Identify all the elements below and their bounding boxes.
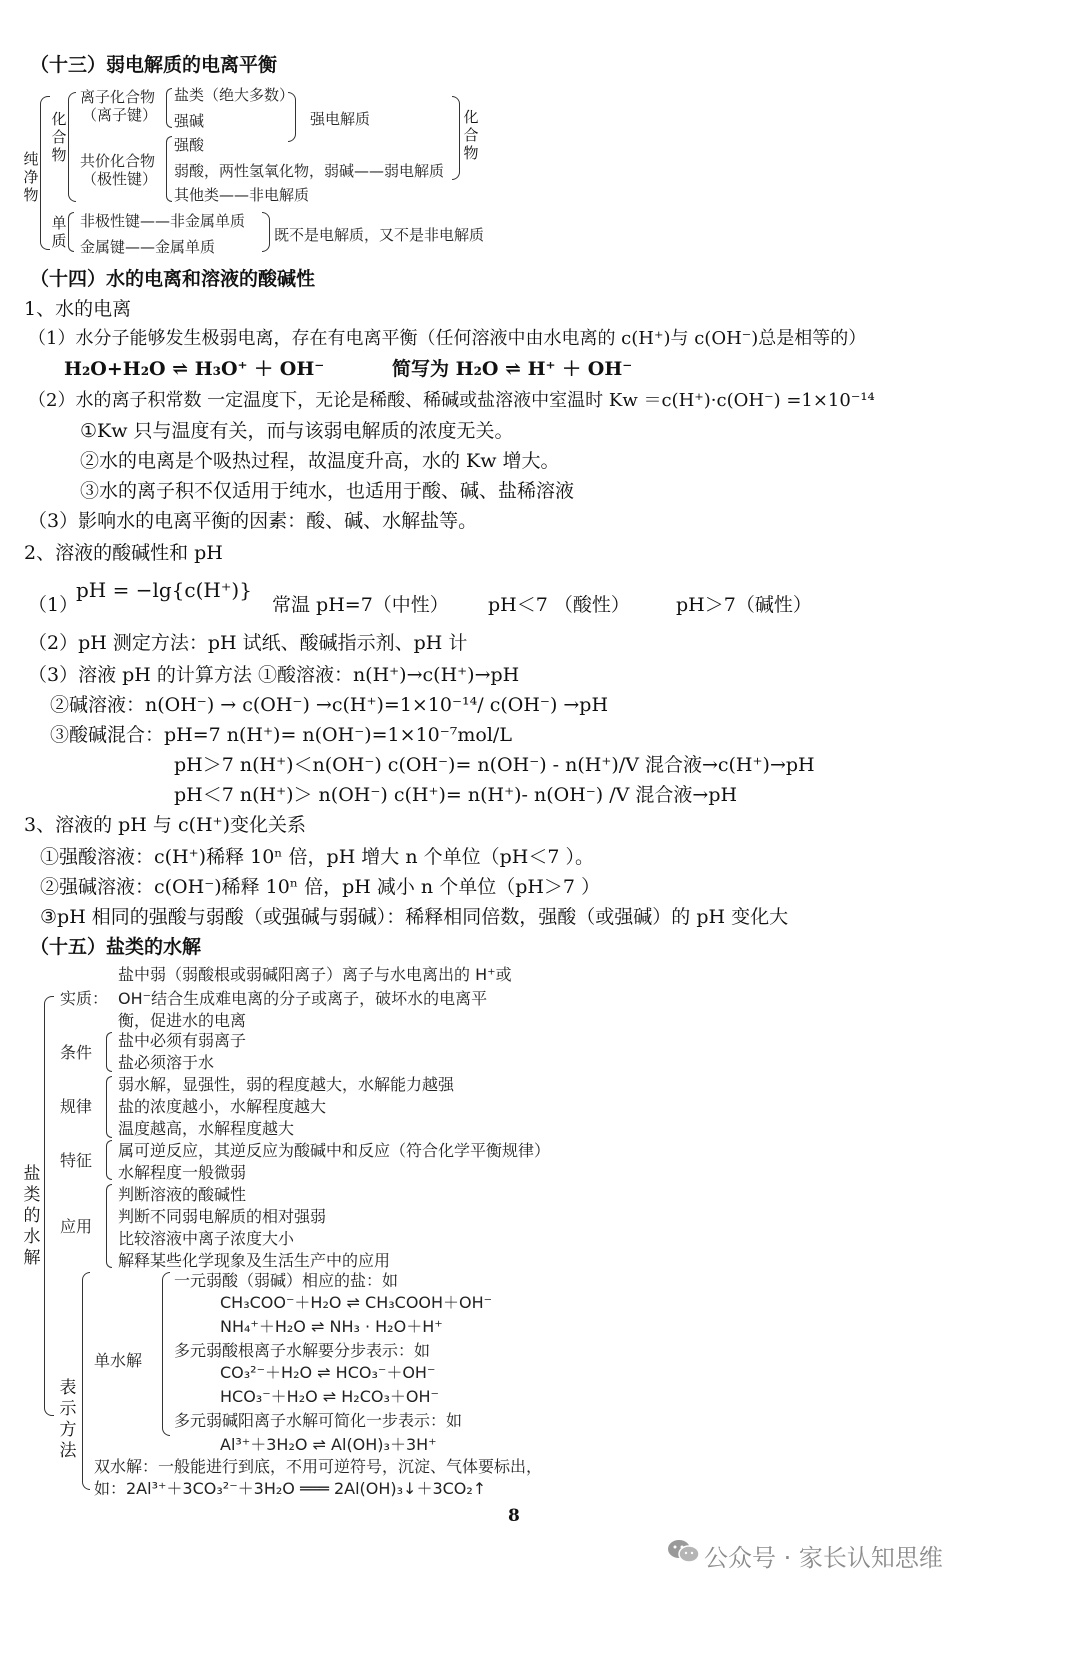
rule-brace	[106, 1076, 112, 1138]
double-hydrolysis-2: 如：2Al³⁺＋3CO₃²⁻＋3H₂O ═══ 2Al(OH)₃↓＋3CO₂↑	[94, 1479, 487, 1498]
weak-electrolyte-item: 弱酸，两性氢氧化物，弱碱——弱电解质	[174, 162, 445, 180]
single-1b: NH₄⁺＋H₂O ⇌ NH₃ · H₂O＋H⁺	[220, 1317, 443, 1336]
covalent-bond-label: （极性键）	[82, 170, 158, 188]
ph-3b-line: ②碱溶液：n(OH⁻) → c(OH⁻) →c(H⁺)=1×10⁻¹⁴/ c(OH⁻) →pH	[50, 694, 609, 716]
single-3: 多元弱碱阳离子水解可简化一步表示：如	[174, 1411, 463, 1430]
wechat-icon	[666, 1538, 700, 1564]
element-brace	[68, 212, 74, 252]
single-2a: CO₃²⁻＋H₂O ⇌ HCO₃⁻＋OH⁻	[220, 1363, 436, 1382]
pure-substance-label: 纯净物	[23, 150, 39, 204]
feature-label: 特征	[60, 1151, 93, 1170]
essence-label: 实质：	[60, 989, 109, 1008]
line-14-2a: ①Kw 只与温度有关，而与该弱电解质的浓度无关。	[80, 420, 514, 442]
strong-electrolyte-label: 强电解质	[310, 110, 371, 128]
section-14-title: （十四）水的电离和溶液的酸碱性	[30, 268, 316, 290]
ionic-brace	[166, 88, 172, 128]
application-brace	[106, 1184, 112, 1268]
single-2b: HCO₃⁻＋H₂O ⇌ H₂CO₃＋OH⁻	[220, 1387, 439, 1406]
feature-2: 水解程度一般微弱	[118, 1163, 247, 1182]
application-3: 比较溶液中离子浓度大小	[118, 1229, 295, 1248]
application-1: 判断溶液的酸碱性	[118, 1185, 247, 1204]
compound-right-label: 化合物	[463, 108, 479, 162]
ph-3c-line: ③酸碱混合：pH=7 n(H⁺)= n(OH⁻)=1×10⁻⁷mol/L	[50, 724, 512, 746]
metallic-item: 金属键——金属单质	[80, 238, 216, 256]
heading-ph-dilution: 3、溶液的 pH 与 c(H⁺)变化关系	[24, 814, 307, 836]
application-label: 应用	[60, 1217, 93, 1236]
heading-acidity-ph: 2、溶液的酸碱性和 pH	[24, 542, 223, 564]
element-label: 单质	[51, 214, 67, 250]
condition-2: 盐必须溶于水	[118, 1053, 215, 1072]
dilution-strong-acid: ①强酸溶液：c(H⁺)稀释 10ⁿ 倍，pH 增大 n 个单位（pH＜7 ）。	[40, 846, 594, 868]
ph-3e-line: pH＜7 n(H⁺)＞ n(OH⁻) c(H⁺)= n(H⁺)- n(OH⁻) /V 混合液→pH	[174, 784, 738, 806]
application-2: 判断不同弱电解质的相对强弱	[118, 1207, 327, 1226]
non-electrolyte-item: 其他类——非电解质	[174, 186, 310, 204]
pure-substance-brace	[40, 96, 50, 250]
ph-3-line: （3）溶液 pH 的计算方法 ①酸溶液：n(H⁺)→c(H⁺)→pH	[28, 664, 520, 686]
ph-1-lead: （1）	[28, 594, 79, 616]
condition-brace	[106, 1032, 112, 1072]
double-hydrolysis-1: 双水解：一般能进行到底，不用可逆符号，沉淀、气体要标出，	[94, 1457, 543, 1476]
rule-label: 规律	[60, 1097, 93, 1116]
ph-3d-line: pH＞7 n(H⁺)＜n(OH⁻) c(OH⁻)= n(OH⁻) - n(H⁺)/V 混合液→c(H⁺)→pH	[174, 754, 815, 776]
watermark: 公众号 · 家长认知思维	[704, 1544, 943, 1572]
dilution-strong-base: ②强碱溶液：c(OH⁻)稀释 10ⁿ 倍，pH 减小 n 个单位（pH＞7 ）	[40, 876, 601, 898]
compound-right-brace	[452, 96, 460, 180]
single-3a: Al³⁺＋3H₂O ⇌ Al(OH)₃＋3H⁺	[220, 1435, 437, 1454]
single-hydrolysis-brace	[162, 1272, 170, 1436]
essence-line-2: OH⁻结合生成难电离的分子或离子，破坏水的电离平	[118, 989, 488, 1008]
single-1a: CH₃COO⁻＋H₂O ⇌ CH₃COOH＋OH⁻	[220, 1293, 493, 1312]
page-number: 8	[508, 1506, 520, 1526]
ionic-bond-label: （离子键）	[82, 106, 158, 124]
essence-line-3: 衡，促进水的电离	[118, 1011, 247, 1030]
feature-brace	[106, 1140, 112, 1180]
line-14-2: （2）水的离子积常数 一定温度下，无论是稀酸、稀碱或盐溶液中室温时 Kw ＝c(H⁺)·c(OH⁻) =1×10⁻¹⁴	[28, 390, 875, 411]
ph-formula: pH = −lg{c(H⁺)}	[76, 578, 252, 602]
strong-electrolyte-brace	[288, 92, 296, 142]
strong-acid-item: 强酸	[174, 136, 205, 154]
ph-acidic: pH＜7 （酸性）	[488, 594, 630, 616]
expression-label: 表示方法	[59, 1378, 77, 1461]
neither-label: 既不是电解质，又不是非电解质	[274, 226, 485, 244]
covalent-compound-label: 共价化合物	[80, 152, 156, 170]
rule-1: 弱水解，显强性，弱的程度越大，水解能力越强	[118, 1075, 455, 1094]
application-4: 解释某些化学现象及生活生产中的应用	[118, 1251, 391, 1270]
feature-1: 属可逆反应，其逆反应为酸碱中和反应（符合化学平衡规律）	[118, 1141, 551, 1160]
salts-item: 盐类（绝大多数）	[174, 86, 295, 104]
single-1: 一元弱酸（弱碱）相应的盐：如	[174, 1271, 399, 1290]
rule-2: 盐的浓度越小，水解程度越大	[118, 1097, 327, 1116]
section-15-title: （十五）盐类的水解	[30, 936, 202, 958]
line-14-2c: ③水的离子积不仅适用于纯水，也适用于酸、碱、盐稀溶液	[80, 480, 575, 502]
line-14-1: （1）水分子能够发生极弱电离，存在有电离平衡（任何溶液中由水电离的 c(H⁺)与 c(OH⁻)总是相等的）	[28, 328, 867, 349]
ph-basic: pH＞7（碱性）	[676, 594, 812, 616]
condition-1: 盐中必须有弱离子	[118, 1031, 247, 1050]
compound-label: 化合物	[51, 110, 67, 164]
expression-brace	[82, 1272, 90, 1490]
ph-neutral: 常温 pH=7（中性）	[272, 594, 449, 616]
essence-line-1: 盐中弱（弱酸根或弱碱阳离子）离子与水电离出的 H⁺或	[118, 965, 512, 984]
hydrolysis-root-brace	[44, 996, 54, 1416]
dilution-comparison: ③pH 相同的强酸与弱酸（或强碱与弱碱）：稀释相同倍数，强酸（或强碱）的 pH 变化大	[40, 906, 789, 928]
covalent-brace	[166, 136, 172, 202]
equation-ionization: H₂O+H₂O ⇌ H₃O⁺ ＋ OH⁻	[64, 358, 325, 380]
ph-2-line: （2）pH 测定方法：pH 试纸、酸碱指示剂、pH 计	[28, 632, 468, 654]
section-13-title: （十三）弱电解质的电离平衡	[30, 54, 278, 76]
line-14-3: （3）影响水的电离平衡的因素：酸、碱、水解盐等。	[28, 510, 478, 532]
condition-label: 条件	[60, 1043, 93, 1062]
neither-brace	[262, 212, 270, 252]
single-2: 多元弱酸根离子水解要分步表示：如	[174, 1341, 431, 1360]
strong-base-item: 强碱	[174, 112, 205, 130]
heading-water-ionization: 1、水的电离	[24, 298, 132, 320]
compound-brace	[68, 92, 76, 202]
nonpolar-item: 非极性键——非金属单质	[80, 212, 246, 230]
ionic-compound-label: 离子化合物	[80, 88, 156, 106]
hydrolysis-root-label: 盐类的水解	[23, 1164, 41, 1268]
single-hydrolysis-label: 单水解	[94, 1351, 143, 1370]
equation-short: 简写为 H₂O ⇌ H⁺ ＋ OH⁻	[392, 358, 633, 380]
line-14-2b: ②水的电离是个吸热过程，故温度升高，水的 Kw 增大。	[80, 450, 560, 472]
rule-3: 温度越高，水解程度越大	[118, 1119, 295, 1138]
